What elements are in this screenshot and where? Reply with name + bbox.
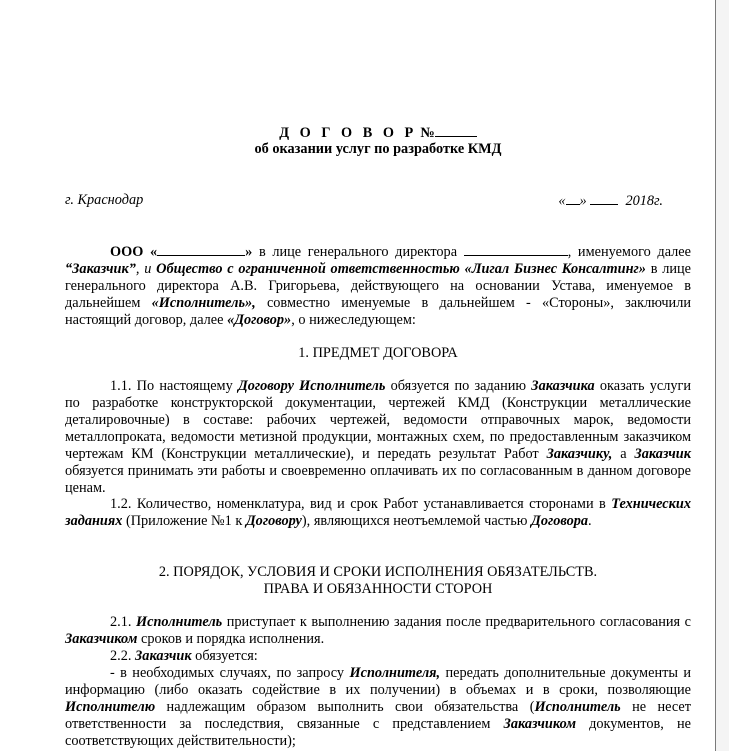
contract-title: Д О Г О В О Р № xyxy=(65,124,691,142)
clause-1-1: 1.1. По настоящему Договору Исполнитель обязуется по заданию Заказчика оказать услуги по разработке конструкторской документации, чертежей КМД (Конструкции металлические деталировочные) в составе: рабочих чертежей, ведомости отправочных марок, ведомости металлопроката, ведомости метизной продукции, монтажных схем, по предоставленным заказчиком чертежам КМ (Конструкции металлические), и передать результат Работ Заказчику, а Заказчик обязуется принимать эти работы и своевременно оплачивать их по согласованным в данном договоре ценам. xyxy=(65,378,691,496)
clause-2-2-item-1: - в необходимых случаях, по запросу Исполнителя, передать дополнительные документы и информацию (либо оказать содействие в их получении) в объемах и в сроки, позволяющие Исполнителю надлежащим образом выполнить свои обязательства (Исполнитель не несет ответственности за последствия, связанные с представлением Заказчиком документов, не соответствующих действительности); xyxy=(65,665,691,749)
clause-2-1: 2.1. Исполнитель приступает к выполнению задания после предварительного согласования с Заказчиком сроков и порядка исполнения. xyxy=(65,614,691,647)
city: г. Краснодар xyxy=(65,192,144,208)
clause-1-2: 1.2. Количество, номенклатура, вид и срок Работ устанавливается сторонами в Технических заданиях (Приложение №1 к Договору), являющихся неотъемлемой частью Договора. xyxy=(65,496,691,529)
preamble-paragraph: ООО « » в лице генерального директора , именуемого далее “Заказчик”, и Общество с ограниченной ответственностью «Лигал Бизнес Консалтинг» в лице генерального директора А.В. Григорьева, действующего на основании Устава, именуемое в дальнейшем «Исполнитель», совместно именуемые в дальнейшем - «Стороны», заключили настоящий договор, далее «Договор», о нижеследующем: xyxy=(65,244,692,328)
section-1-heading: 1. ПРЕДМЕТ ДОГОВОРА xyxy=(298,345,458,361)
contract-subtitle: об оказании услуг по разработке КМД xyxy=(254,141,502,157)
place-date-row xyxy=(65,192,691,209)
page-gutter xyxy=(716,0,729,751)
contract-date: « » 2018г. xyxy=(558,193,663,209)
section-2-heading: 2. ПОРЯДОК, УСЛОВИЯ И СРОКИ ИСПОЛНЕНИЯ ОБЯЗАТЕЛЬСТВ. ПРАВА И ОБЯЗАННОСТИ СТОРОН xyxy=(158,564,598,597)
clause-2-2: 2.2. Заказчик обязуется: xyxy=(110,648,258,664)
contract-number-blank xyxy=(435,124,477,137)
